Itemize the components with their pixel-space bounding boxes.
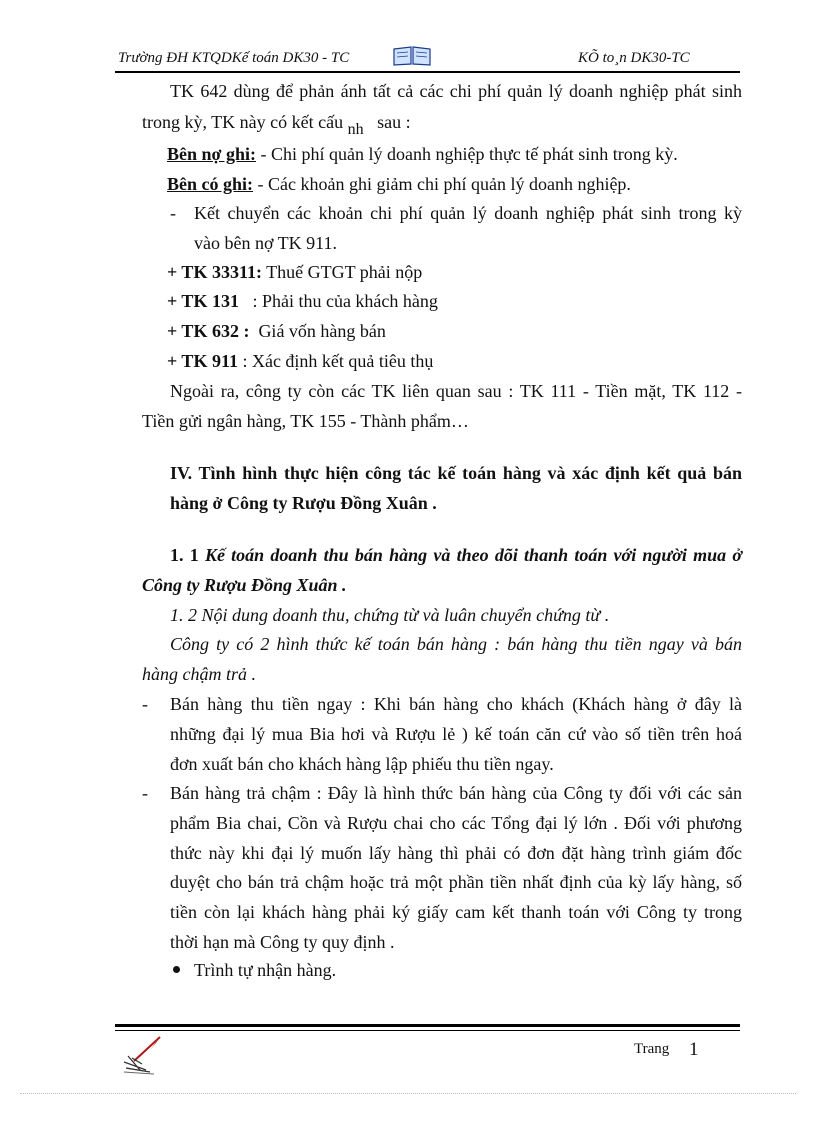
page-bottom-border <box>20 1093 796 1094</box>
page-label: Trang <box>634 1041 670 1057</box>
list-item: những đại lý mua Bia hơi và Rượu lẻ ) kế toán căn cứ vào số tiền trên hoá <box>170 724 742 744</box>
header-right: KÕ to¸n DK30-TC <box>578 50 690 66</box>
account-item: + TK 33311: Thuế GTGT phải nộp <box>167 262 423 282</box>
credit-side: Bên có ghi: - Các khoản ghi giảm chi phí quản lý doanh nghiệp. <box>167 174 631 194</box>
paragraph-line: trong kỳ, TK này có kết cấu nh sau : <box>142 112 411 138</box>
subsection-heading: Công ty Rượu Đồng Xuân . <box>142 575 347 595</box>
quill-pen-icon <box>120 1034 166 1076</box>
page-number: 1 <box>689 1039 699 1060</box>
footer-rule <box>115 1024 740 1027</box>
account-item: + TK 131 : Phải thu của khách hàng <box>167 291 438 311</box>
list-item: Kết chuyển các khoản chi phí quản lý doanh nghiệp phát sinh trong kỳ <box>194 203 742 223</box>
list-item: Trình tự nhận hàng. <box>194 960 337 980</box>
credit-label: Bên có ghi: <box>167 174 254 194</box>
list-item: duyệt cho bán trả chậm hoặc trả một phần tiền nhất định của kỳ lấy hàng, số <box>170 872 742 892</box>
subsection-heading: 1. 2 Nội dung doanh thu, chứng từ và luân chuyển chứng từ . <box>170 605 610 625</box>
section-heading: IV. Tình hình thực hiện công tác kế toán hàng và xác định kết quả bán <box>170 463 742 483</box>
list-item: phẩm Bia chai, Cồn và Rượu chai cho các Tổng đại lý lớn . Đối với phương <box>170 813 742 833</box>
header-rule <box>115 71 740 73</box>
section-heading: hàng ở Công ty Rượu Đồng Xuân . <box>170 493 437 513</box>
dash-marker: - <box>170 203 176 223</box>
paragraph-line: hàng chậm trả . <box>142 664 256 684</box>
list-item: tiền còn lại khách hàng phải ký giấy cam kết thanh toán với Công ty trong <box>170 902 742 922</box>
list-item: đơn xuất bán cho khách hàng lập phiếu thu tiền ngay. <box>170 754 554 774</box>
dash-marker: - <box>142 783 148 803</box>
debit-side: Bên nợ ghi: - Chi phí quản lý doanh nghiệp thực tế phát sinh trong kỳ. <box>167 144 678 164</box>
debit-label: Bên nợ ghi: <box>167 144 256 164</box>
paragraph-line: Công ty có 2 hình thức kế toán bán hàng : bán hàng thu tiền ngay và bán <box>170 634 742 654</box>
open-book-icon <box>392 44 432 68</box>
account-item: + TK 911 : Xác định kết quả tiêu thụ <box>167 351 434 371</box>
list-item: thức này khi đại lý muốn lấy hàng thì phải có đơn đặt hàng trình giám đốc <box>170 843 742 863</box>
list-item: Bán hàng trả chậm : Đây là hình thức bán hàng của Công ty đối với các sản <box>170 783 742 803</box>
dash-marker: - <box>142 694 148 714</box>
paragraph-line: TK 642 dùng để phản ánh tất cả các chi phí quản lý doanh nghiệp phát sinh <box>170 81 742 101</box>
account-item: + TK 632 : Giá vốn hàng bán <box>167 321 386 341</box>
paragraph-line: Tiền gửi ngân hàng, TK 155 - Thành phẩm… <box>142 411 469 431</box>
list-item: Bán hàng thu tiền ngay : Khi bán hàng cho khách (Khách hàng ở đây là <box>170 694 742 714</box>
list-item: thời hạn mà Công ty quy định . <box>170 932 395 952</box>
paragraph-line: Ngoài ra, công ty còn các TK liên quan sau : TK 111 - Tiền mặt, TK 112 - <box>170 381 742 401</box>
list-item: vào bên nợ TK 911. <box>194 233 337 253</box>
footer-rule <box>115 1030 740 1031</box>
subsection-heading: 1. 1 Kế toán doanh thu bán hàng và theo dõi thanh toán với người mua ở <box>170 545 742 565</box>
header-left: Trường ĐH KTQDKế toán DK30 - TC <box>118 50 350 66</box>
bullet-dot-icon <box>173 966 180 973</box>
